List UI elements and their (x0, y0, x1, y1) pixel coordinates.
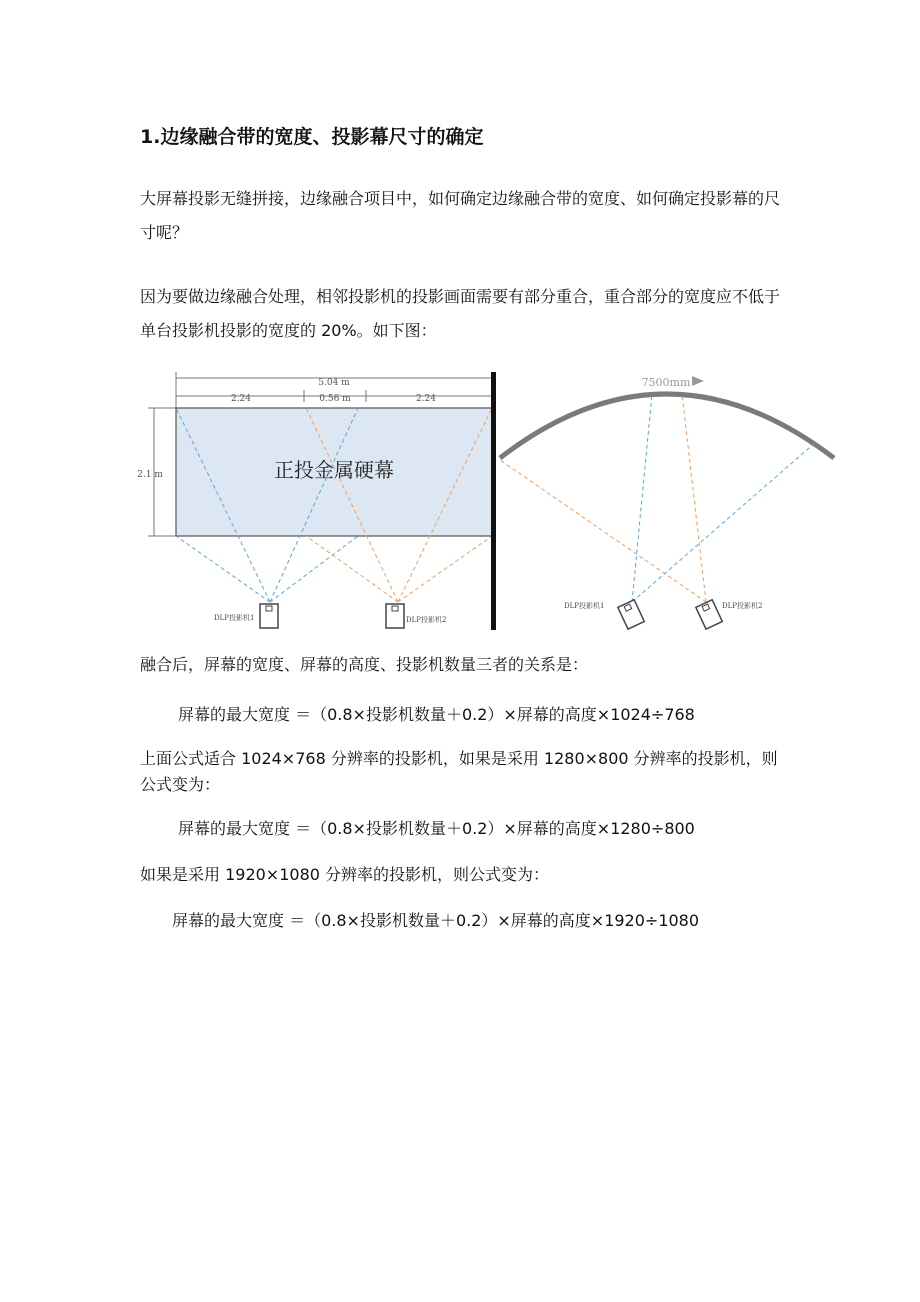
formula-1920x1080: 屏幕的最大宽度 ＝（0.8×投影机数量＋0.2）×屏幕的高度×1920÷1080 (172, 911, 700, 930)
curved-projector2-label: DLP投影机2 (722, 602, 763, 610)
curved-screen-diagram (500, 376, 834, 629)
projector1-label: DLP投影机1 (214, 614, 255, 622)
curved-projector2-icon (696, 600, 722, 629)
projector2-label: DLP投影机2 (406, 616, 447, 624)
figure-divider (491, 372, 496, 630)
height-label: 2.1 m (137, 470, 163, 480)
resolution-1280-paragraph: 上面公式适合 1024×768 分辨率的投影机，如果是采用 1280×800 分辨率的投影机，则公式变为： (140, 749, 778, 794)
resolution-1920-paragraph: 如果是采用 1920×1080 分辨率的投影机，则公式变为： (140, 865, 550, 884)
curved-projector1-label: DLP投影机1 (564, 602, 605, 610)
curved-screen (500, 394, 834, 458)
relation-paragraph: 融合后，屏幕的宽度、屏幕的高度、投影机数量三者的关系是： (140, 655, 589, 674)
formula-1024x768: 屏幕的最大宽度 ＝（0.8×投影机数量＋0.2）×屏幕的高度×1024÷768 (178, 705, 695, 724)
left-width-label: 2.24 (230, 394, 252, 404)
right-width-label: 2.24 (415, 394, 437, 404)
curved-projector2-beams (500, 394, 706, 602)
total-width-label: 5.04 m (318, 378, 350, 388)
edge-blending-figure (136, 370, 836, 632)
arrow-right-icon (692, 376, 704, 386)
formula-1280x800: 屏幕的最大宽度 ＝（0.8×投影机数量＋0.2）×屏幕的高度×1280÷800 (178, 819, 695, 838)
intro-paragraph: 大屏幕投影无缝拼接，边缘融合项目中，如何确定边缘融合带的宽度、如何确定投影幕的尺寸呢？ (140, 189, 781, 242)
curved-width-label: 7500mm (641, 376, 691, 389)
overlap-paragraph: 因为要做边缘融合处理，相邻投影机的投影画面需要有部分重合，重合部分的宽度应不低于单台投影机投影的宽度的 20%。如下图： (140, 287, 781, 340)
section-heading: 1.边缘融合带的宽度、投影幕尺寸的确定 (140, 126, 484, 148)
overlap-width-label: 0.56 m (319, 394, 351, 404)
flat-screen-diagram (137, 372, 492, 628)
edge-blending-diagram (136, 370, 836, 632)
curved-projector1-icon (618, 600, 644, 629)
screen-label: 正投金属硬幕 (274, 458, 394, 482)
